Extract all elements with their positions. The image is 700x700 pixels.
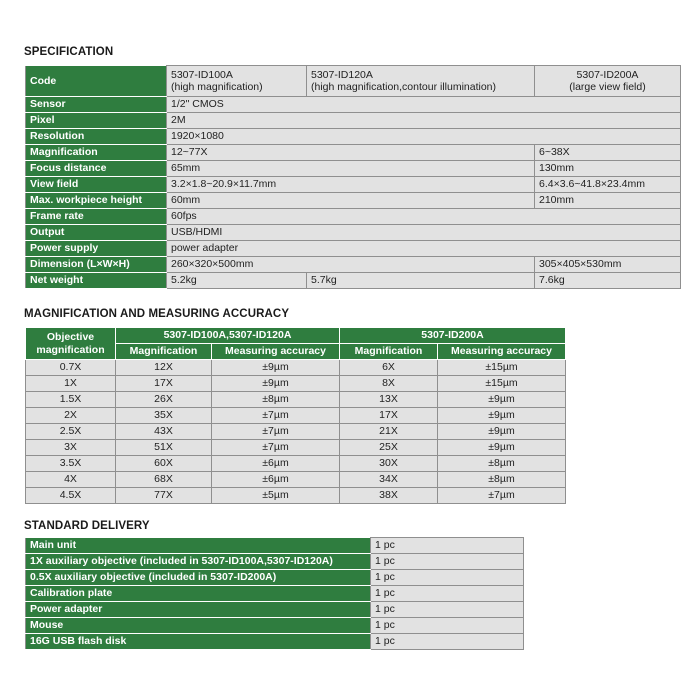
table-row	[26, 392, 566, 408]
accuracy-cell: ±7µm	[212, 440, 340, 456]
table-row	[26, 472, 566, 488]
magnification-cell: 60X	[116, 456, 212, 472]
model-name: 5307-ID100A	[171, 69, 233, 81]
spec-label: Output	[26, 225, 167, 241]
table-row	[26, 360, 566, 376]
spec-value: 12~77X	[167, 145, 535, 161]
objective-cell: 4X	[26, 472, 116, 488]
magnification-header: Magnification	[340, 344, 438, 360]
delivery-item: 1X auxiliary objective (included in 5307-ID100A,5307-ID120A)	[26, 554, 371, 570]
accuracy-cell: ±5µm	[212, 488, 340, 504]
magnification-cell: 77X	[116, 488, 212, 504]
accuracy-header: Measuring accuracy	[212, 344, 340, 360]
spec-row	[26, 161, 681, 177]
spec-table	[25, 65, 681, 289]
list-item	[26, 554, 524, 570]
accuracy-header: Measuring accuracy	[438, 344, 566, 360]
spec-value: 7.6kg	[535, 273, 681, 289]
accuracy-cell: ±6µm	[212, 456, 340, 472]
objective-cell: 3.5X	[26, 456, 116, 472]
objective-cell: 1X	[26, 376, 116, 392]
spec-row	[26, 177, 681, 193]
magnification-cell: 38X	[340, 488, 438, 504]
spec-value: 6.4×3.6~41.8×23.4mm	[535, 177, 681, 193]
spec-row	[26, 129, 681, 145]
delivery-title: STANDARD DELIVERY	[24, 520, 150, 532]
model-cell	[307, 66, 535, 97]
spec-value: 6~38X	[535, 145, 681, 161]
magnification-cell: 51X	[116, 440, 212, 456]
accuracy-cell: ±8µm	[438, 456, 566, 472]
spec-value: USB/HDMI	[167, 225, 681, 241]
delivery-qty: 1 pc	[371, 618, 524, 634]
spec-value: 305×405×530mm	[535, 257, 681, 273]
accuracy-title: MAGNIFICATION AND MEASURING ACCURACY	[24, 308, 290, 320]
objective-cell: 2X	[26, 408, 116, 424]
spec-value: 130mm	[535, 161, 681, 177]
accuracy-cell: ±7µm	[212, 408, 340, 424]
table-row	[26, 424, 566, 440]
model-name: 5307-ID120A	[311, 69, 373, 81]
list-item	[26, 538, 524, 554]
objective-cell: 4.5X	[26, 488, 116, 504]
spec-label: View field	[26, 177, 167, 193]
delivery-qty: 1 pc	[371, 602, 524, 618]
spec-row	[26, 193, 681, 209]
objective-header: Objective magnification	[26, 328, 116, 360]
accuracy-cell: ±7µm	[438, 488, 566, 504]
delivery-item: 0.5X auxiliary objective (included in 5307-ID200A)	[26, 570, 371, 586]
objective-cell: 2.5X	[26, 424, 116, 440]
delivery-item: Mouse	[26, 618, 371, 634]
objective-cell: 1.5X	[26, 392, 116, 408]
delivery-qty: 1 pc	[371, 570, 524, 586]
spec-row	[26, 225, 681, 241]
spec-row	[26, 241, 681, 257]
model-note: (high magnification)	[171, 81, 263, 93]
magnification-cell: 8X	[340, 376, 438, 392]
magnification-cell: 6X	[340, 360, 438, 376]
list-item	[26, 586, 524, 602]
spec-row	[26, 113, 681, 129]
table-row	[26, 488, 566, 504]
delivery-item: 16G USB flash disk	[26, 634, 371, 650]
group-header: 5307-ID200A	[340, 328, 566, 344]
model-name: 5307-ID200A	[576, 69, 639, 81]
model-note: (high magnification,contour illumination)	[311, 81, 497, 93]
delivery-qty: 1 pc	[371, 586, 524, 602]
spec-value: 5.2kg	[167, 273, 307, 289]
magnification-cell: 35X	[116, 408, 212, 424]
code-label: Code	[26, 66, 167, 97]
spec-value: 2M	[167, 113, 681, 129]
magnification-header: Magnification	[116, 344, 212, 360]
spec-row	[26, 145, 681, 161]
list-item	[26, 618, 524, 634]
accuracy-cell: ±6µm	[212, 472, 340, 488]
accuracy-cell: ±8µm	[438, 472, 566, 488]
accuracy-cell: ±9µm	[438, 408, 566, 424]
delivery-qty: 1 pc	[371, 634, 524, 650]
spec-header-row	[26, 66, 681, 97]
magnification-cell: 30X	[340, 456, 438, 472]
accuracy-cell: ±8µm	[212, 392, 340, 408]
model-cell	[167, 66, 307, 97]
spec-value: 1/2" CMOS	[167, 97, 681, 113]
magnification-cell: 43X	[116, 424, 212, 440]
accuracy-cell: ±9µm	[212, 360, 340, 376]
spec-label: Frame rate	[26, 209, 167, 225]
spec-value: 3.2×1.8~20.9×11.7mm	[167, 177, 535, 193]
spec-row	[26, 97, 681, 113]
magnification-cell: 68X	[116, 472, 212, 488]
list-item	[26, 634, 524, 650]
accuracy-cell: ±9µm	[438, 424, 566, 440]
delivery-qty: 1 pc	[371, 554, 524, 570]
spec-label: Pixel	[26, 113, 167, 129]
spec-label: Magnification	[26, 145, 167, 161]
model-note: (large view field)	[569, 81, 646, 93]
delivery-table	[25, 537, 524, 650]
spec-title: SPECIFICATION	[24, 46, 114, 58]
spec-row	[26, 257, 681, 273]
spec-value: 260×320×500mm	[167, 257, 535, 273]
magnification-cell: 21X	[340, 424, 438, 440]
magnification-cell: 17X	[340, 408, 438, 424]
accuracy-cell: ±9µm	[438, 440, 566, 456]
accuracy-cell: ±7µm	[212, 424, 340, 440]
magnification-cell: 12X	[116, 360, 212, 376]
spec-label: Dimension (L×W×H)	[26, 257, 167, 273]
spec-label: Power supply	[26, 241, 167, 257]
accuracy-cell: ±9µm	[438, 392, 566, 408]
table-row	[26, 408, 566, 424]
list-item	[26, 602, 524, 618]
spec-row	[26, 273, 681, 289]
magnification-cell: 17X	[116, 376, 212, 392]
accuracy-cell: ±15µm	[438, 376, 566, 392]
spec-value: 5.7kg	[307, 273, 535, 289]
accuracy-table	[25, 327, 566, 504]
delivery-item: Main unit	[26, 538, 371, 554]
table-row	[26, 376, 566, 392]
table-row	[26, 440, 566, 456]
spec-value: 65mm	[167, 161, 535, 177]
accuracy-cell: ±9µm	[212, 376, 340, 392]
spec-label: Net weight	[26, 273, 167, 289]
magnification-cell: 34X	[340, 472, 438, 488]
spec-value: 60mm	[167, 193, 535, 209]
delivery-item: Calibration plate	[26, 586, 371, 602]
spec-row	[26, 209, 681, 225]
list-item	[26, 570, 524, 586]
magnification-cell: 13X	[340, 392, 438, 408]
model-cell	[535, 66, 681, 97]
magnification-cell: 26X	[116, 392, 212, 408]
group-header: 5307-ID100A,5307-ID120A	[116, 328, 340, 344]
spec-value: 210mm	[535, 193, 681, 209]
spec-label: Max. workpiece height	[26, 193, 167, 209]
accuracy-group-row	[26, 328, 566, 344]
delivery-item: Power adapter	[26, 602, 371, 618]
objective-cell: 0.7X	[26, 360, 116, 376]
delivery-qty: 1 pc	[371, 538, 524, 554]
magnification-cell: 25X	[340, 440, 438, 456]
spec-label: Resolution	[26, 129, 167, 145]
spec-value: 60fps	[167, 209, 681, 225]
accuracy-cell: ±15µm	[438, 360, 566, 376]
spec-label: Focus distance	[26, 161, 167, 177]
spec-value: 1920×1080	[167, 129, 681, 145]
spec-label: Sensor	[26, 97, 167, 113]
table-row	[26, 456, 566, 472]
objective-cell: 3X	[26, 440, 116, 456]
spec-value: power adapter	[167, 241, 681, 257]
